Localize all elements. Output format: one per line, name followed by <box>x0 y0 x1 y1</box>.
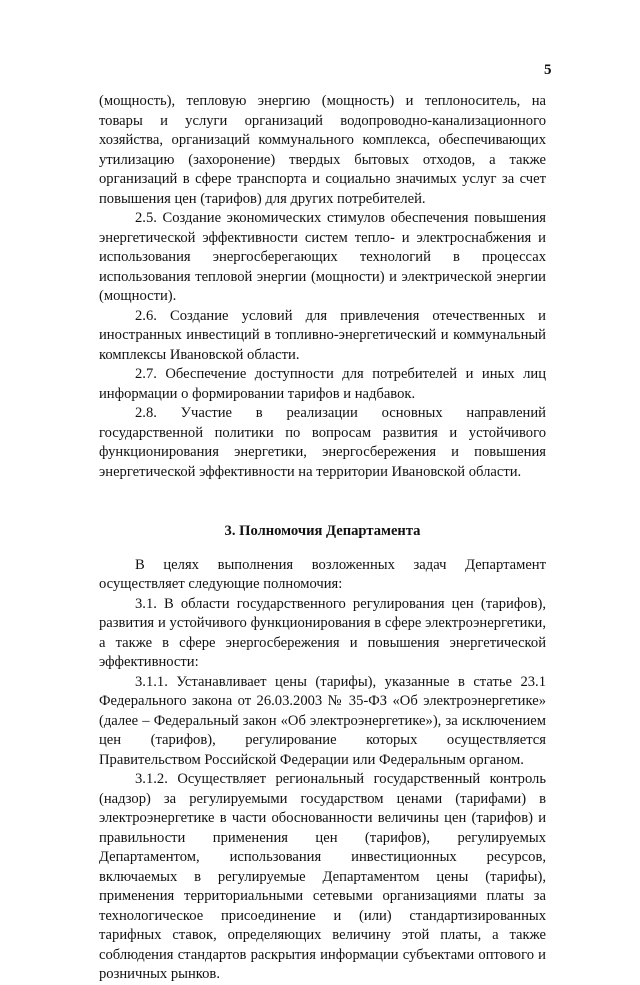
page-number: 5 <box>544 62 552 78</box>
paragraph-intro: В целях выполнения возложенных задач Департамент осуществляет следующие полномочия: <box>99 556 546 592</box>
section-heading-3: 3. Полномочия Департамента <box>224 523 421 539</box>
paragraph-3-1-2: 3.1.2. Осуществляет региональный государственный контроль (надзор) за регулируемыми государством ценами (тарифами) в электроэнергетике в части обоснованности величины цен (тарифов) и правильности применения цен (тарифов), регулируемых Департаментом, использования инвестиционных ресурсов, включаемых в регулируемые Департаментом цены (тарифы), применения территориальными сетевыми организациями платы за технологическое присоединение и (или) стандартизированных тарифных ставок, определяющих величину этой платы, а также соблюдения стандартов раскрытия информации субъектами оптового и розничных рынков. <box>99 771 546 982</box>
paragraph-continuation: (мощность), тепловую энергию (мощность) и теплоноситель, на товары и услуги организаций водопроводно-канализационного хозяйства, организаций коммунального комплекса, обеспечивающих утилизацию (захоронение) твердых бытовых отходов, а также организаций в сфере транспорта и социально значимых услуг за счет повышения цен (тарифов) для других потребителей. <box>99 93 546 207</box>
paragraph-3-1: 3.1. В области государственного регулирования цен (тарифов), развития и устойчивого функционирования в сфере электроэнергетики, а также в сфере энергосбережения и повышения энергетической эффективности: <box>99 595 546 670</box>
paragraph-2-6: 2.6. Создание условий для привлечения отечественных и иностранных инвестиций в топливно-энергетический и коммунальный комплексы Ивановской области. <box>99 307 546 363</box>
paragraph-2-8: 2.8. Участие в реализации основных направлений государственной политики по вопросам развития и устойчивого функционирования энергетики, энергосбережения и повышения энергетической эффективности на территории Ивановской области. <box>99 405 546 480</box>
paragraph-2-5: 2.5. Создание экономических стимулов обеспечения повышения энергетической эффективности систем тепло- и электроснабжения и использования энергосберегающих технологий в процессах использования тепловой энергии (мощности) и электрической энергии (мощности). <box>99 210 546 304</box>
paragraph-2-7: 2.7. Обеспечение доступности для потребителей и иных лиц информации о формировании тарифов и надбавок. <box>99 366 546 402</box>
document-body <box>99 92 546 985</box>
paragraph-3-1-1: 3.1.1. Устанавливает цены (тарифы), указанные в статье 23.1 Федерального закона от 26.03.2003 № 35-ФЗ «Об электроэнергетике» (далее – Федеральный закон «Об электроэнергетике»), за исключением цен (тарифов), регулирование которых осуществляется Правительством Российской Федерации или Федеральным органом. <box>99 673 546 768</box>
